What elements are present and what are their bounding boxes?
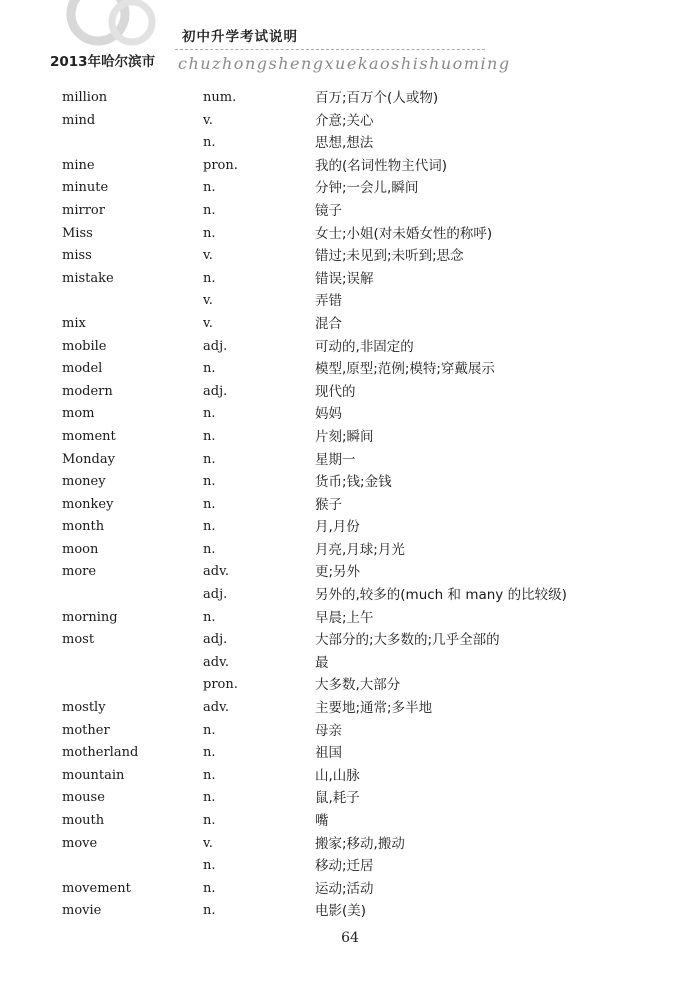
- vocab-entry: [0, 900, 700, 923]
- vocab-entry: [0, 855, 700, 878]
- entry-definition: 片刻;瞬间: [315, 428, 374, 445]
- vocab-entry: [0, 177, 700, 200]
- entry-part-of-speech: n.: [203, 790, 216, 806]
- entry-part-of-speech: v.: [203, 248, 213, 264]
- vocab-entry: [0, 787, 700, 810]
- vocab-entry: [0, 652, 700, 675]
- entry-definition: 模型,原型;范例;模特;穿戴展示: [315, 361, 495, 378]
- entry-word: mouse: [62, 790, 105, 806]
- entry-definition: 搬家;移动,搬动: [315, 835, 405, 852]
- entry-part-of-speech: n.: [203, 428, 216, 444]
- entry-part-of-speech: v.: [203, 835, 213, 851]
- entry-word: mostly: [62, 700, 106, 716]
- entry-part-of-speech: adj.: [203, 338, 228, 354]
- entry-word: mom: [62, 406, 95, 422]
- entry-part-of-speech: n.: [203, 519, 216, 535]
- entry-definition: 最: [315, 654, 329, 671]
- entry-definition: 运动;活动: [315, 880, 374, 897]
- entry-definition: 嘴: [315, 813, 329, 829]
- entry-word: mouth: [62, 813, 105, 828]
- entry-word: modern: [62, 383, 113, 399]
- entry-word: motherland: [62, 745, 139, 761]
- vocab-entry: [0, 313, 700, 336]
- entry-word: month: [62, 519, 105, 535]
- entry-part-of-speech: n.: [203, 496, 216, 512]
- entry-part-of-speech: n.: [203, 225, 216, 241]
- entry-definition: 百万;百万个(人或物): [315, 90, 439, 106]
- entry-part-of-speech: v.: [203, 112, 213, 128]
- entry-part-of-speech: pron.: [203, 157, 238, 173]
- vocab-entry: [0, 381, 700, 404]
- entry-word: moon: [62, 541, 99, 557]
- book-title-pinyin: chuzhongshengxuekaoshishuoming: [178, 54, 511, 73]
- entry-word: model: [62, 361, 103, 377]
- vocab-entry: [0, 200, 700, 223]
- entry-word: money: [62, 474, 106, 490]
- vocab-entry: [0, 697, 700, 720]
- vocab-entry: [0, 720, 700, 743]
- vocab-entry: [0, 765, 700, 788]
- entry-definition: 月,月份: [315, 519, 360, 536]
- vocab-entry: [0, 403, 700, 426]
- entry-part-of-speech: n.: [203, 361, 216, 377]
- book-title: 初中升学考试说明: [182, 29, 298, 45]
- entry-definition: 猴子: [315, 496, 342, 513]
- entry-word: minute: [62, 180, 109, 196]
- entry-definition: 大多数,大部分: [315, 677, 401, 694]
- entry-word: mix: [62, 315, 86, 331]
- entry-part-of-speech: adv.: [203, 564, 230, 580]
- entry-definition: 更;另外: [315, 564, 361, 581]
- entry-part-of-speech: n.: [203, 858, 216, 874]
- entry-word: morning: [62, 609, 118, 625]
- entry-definition: 错误;误解: [315, 270, 374, 287]
- entry-part-of-speech: adv.: [203, 700, 230, 716]
- entry-part-of-speech: n.: [203, 722, 216, 738]
- vocab-entry: [0, 268, 700, 291]
- entry-part-of-speech: adv.: [203, 654, 230, 670]
- entry-definition: 早晨;上午: [315, 609, 374, 626]
- entry-part-of-speech: n.: [203, 270, 216, 286]
- vocab-entry: [0, 494, 700, 517]
- entry-word: mine: [62, 157, 95, 173]
- vocab-entry: [0, 561, 700, 584]
- entry-word: Miss: [62, 225, 93, 241]
- vocab-entry: [0, 290, 700, 313]
- entry-definition: 可动的,非固定的: [315, 338, 414, 355]
- vocab-entry: [0, 223, 700, 246]
- vocab-entry: [0, 810, 700, 833]
- entry-definition: 主要地;通常;多半地: [315, 700, 433, 717]
- entry-definition: 妈妈: [315, 406, 342, 423]
- entry-definition: 另外的,较多的(much 和 many 的比较级): [315, 587, 567, 604]
- vocab-entry: [0, 516, 700, 539]
- entry-word: mountain: [62, 767, 125, 783]
- entry-definition: 星期一: [315, 451, 356, 468]
- vocab-entry: [0, 742, 700, 765]
- entry-part-of-speech: n.: [203, 541, 216, 557]
- entry-definition: 母亲: [315, 722, 342, 739]
- entry-definition: 分钟;一会儿,瞬间: [315, 180, 419, 197]
- entry-word: more: [62, 564, 97, 580]
- entry-word: million: [62, 90, 108, 105]
- vocab-entry: [0, 336, 700, 359]
- entry-part-of-speech: n.: [203, 767, 216, 783]
- entry-definition: 现代的: [315, 383, 356, 400]
- entry-definition: 大部分的;大多数的;几乎全部的: [315, 632, 500, 649]
- entry-part-of-speech: n.: [203, 406, 216, 422]
- entry-word: mobile: [62, 338, 107, 354]
- entry-definition: 镜子: [315, 202, 342, 219]
- entry-part-of-speech: n.: [203, 474, 216, 490]
- entry-part-of-speech: n.: [203, 903, 216, 919]
- vocab-entry: [0, 155, 700, 178]
- vocab-entry: [0, 674, 700, 697]
- page-header: [0, 0, 700, 90]
- entry-part-of-speech: v.: [203, 293, 213, 309]
- vocab-entry: [0, 132, 700, 155]
- entry-definition: 思想,想法: [315, 135, 374, 152]
- entry-word: monkey: [62, 496, 114, 512]
- entry-part-of-speech: v.: [203, 315, 213, 331]
- entry-definition: 电影(美): [315, 903, 367, 920]
- vocab-entry: [0, 878, 700, 901]
- entry-definition: 介意;关心: [315, 112, 374, 129]
- entry-word: mistake: [62, 270, 114, 286]
- entry-part-of-speech: n.: [203, 813, 216, 828]
- entry-part-of-speech: n.: [203, 135, 216, 151]
- vocab-entry: [0, 449, 700, 472]
- entry-word: movie: [62, 903, 102, 919]
- entry-word: mind: [62, 112, 96, 128]
- entry-word: movement: [62, 880, 131, 896]
- entry-definition: 女士;小姐(对未婚女性的称呼): [315, 225, 493, 242]
- entry-part-of-speech: n.: [203, 880, 216, 896]
- entry-part-of-speech: n.: [203, 609, 216, 625]
- entry-word: most: [62, 632, 95, 648]
- entry-definition: 月亮,月球;月光: [315, 541, 405, 558]
- page-number: 64: [341, 930, 359, 946]
- header-divider: [175, 49, 485, 50]
- vocab-entry: [0, 833, 700, 856]
- entry-part-of-speech: adj.: [203, 383, 228, 399]
- entry-part-of-speech: n.: [203, 451, 216, 467]
- entry-word: mother: [62, 722, 110, 738]
- entry-definition: 鼠,耗子: [315, 790, 360, 807]
- vocabulary-list: [0, 87, 700, 923]
- entry-part-of-speech: adj.: [203, 587, 228, 603]
- vocab-entry: [0, 607, 700, 630]
- entry-definition: 弄错: [315, 293, 342, 310]
- entry-definition: 山,山脉: [315, 767, 360, 784]
- entry-definition: 祖国: [315, 745, 342, 762]
- vocab-entry: [0, 426, 700, 449]
- vocab-entry: [0, 87, 700, 110]
- entry-part-of-speech: n.: [203, 180, 216, 196]
- entry-part-of-speech: adj.: [203, 632, 228, 648]
- entry-part-of-speech: num.: [203, 90, 237, 105]
- entry-definition: 移动;迁居: [315, 858, 374, 875]
- vocab-entry: [0, 471, 700, 494]
- entry-definition: 我的(名词性物主代词): [315, 157, 448, 174]
- entry-word: moment: [62, 428, 116, 444]
- vocab-entry: [0, 629, 700, 652]
- entry-word: mirror: [62, 202, 105, 218]
- year-city-label: 2013年哈尔滨市: [50, 54, 156, 70]
- entry-definition: 货币;钱;金钱: [315, 474, 392, 491]
- vocab-entry: [0, 110, 700, 133]
- entry-part-of-speech: pron.: [203, 677, 238, 693]
- vocab-entry: [0, 358, 700, 381]
- vocab-entry: [0, 245, 700, 268]
- entry-word: miss: [62, 248, 92, 264]
- entry-definition: 错过;未见到;未听到;思念: [315, 248, 464, 265]
- entry-word: Monday: [62, 451, 115, 467]
- entry-word: move: [62, 835, 98, 851]
- vocab-entry: [0, 539, 700, 562]
- entry-definition: 混合: [315, 315, 342, 332]
- entry-part-of-speech: n.: [203, 202, 216, 218]
- vocab-entry: [0, 584, 700, 607]
- entry-part-of-speech: n.: [203, 745, 216, 761]
